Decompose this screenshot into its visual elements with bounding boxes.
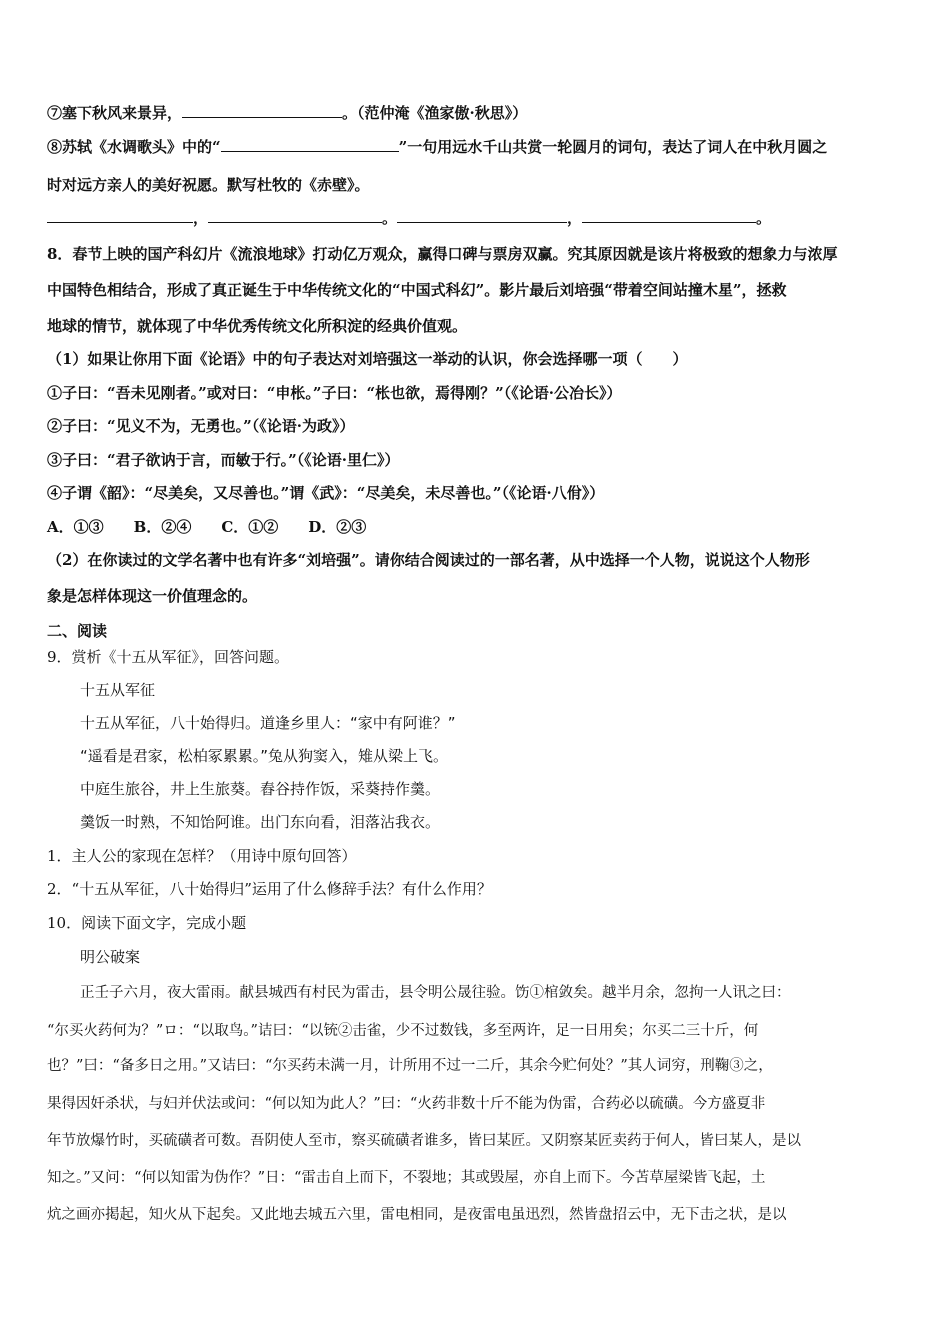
blank-row xyxy=(47,208,771,228)
line-8 xyxy=(47,137,827,157)
poem-line-3: 中庭生旅谷，井上生旅葵。舂谷持作饭，采葵持作羹。 xyxy=(80,780,441,798)
q10-heading: 10．阅读下面文字，完成小题 xyxy=(47,914,247,932)
question-text-cont: ”一句用远水千山共赏一轮圆月的词句，表达了词人在中秋月圆之 xyxy=(398,138,828,156)
option-3: ③子曰：“君子欲讷于言，而敏于行。”（《论语·里仁》） xyxy=(47,451,400,469)
story-line-2: “尔买火药何为？”ロ：“以取鸟。”诘曰：“以铳②击雀，少不过数钱，多至两许，足一日用矣；尔买二三十斤，何 xyxy=(47,1023,759,1039)
answer-blank[interactable] xyxy=(397,208,567,223)
period: 。 xyxy=(756,209,772,227)
story-line-1: 正壬子六月，夜大雷雨。献县城西有村民为雷击，县令明公晟往验。饬①棺敛矣。越半月余，忽拘一人讯之曰： xyxy=(80,985,791,1001)
period: 。 xyxy=(382,209,398,227)
q8-line-1: 8．春节上映的国产科幻片《流浪地球》打动亿万观众，赢得口碑与票房双赢。究其原因就是该片将极致的想象力与浓厚 xyxy=(47,245,838,263)
question-text: ⑧苏轼《水调歌头》中的“ xyxy=(47,138,221,156)
section-heading: 二、阅读 xyxy=(47,622,108,640)
q9-item-1: 1．主人公的家现在怎样？（用诗中原句回答） xyxy=(47,847,357,865)
story-title: 明公破案 xyxy=(80,948,141,966)
story-line-7: 炕之画亦掲起，知火从下起矣。又此地去城五六里，雷电相同，是夜雷电虽迅烈，然皆盘招云中，无下击之状，是以 xyxy=(47,1207,787,1223)
answer-blank[interactable] xyxy=(47,208,193,223)
story-line-3: 也？”曰：“备多日之用。”又诘曰：“尔买药未满一月，计所用不过一二斤，其余今贮何处？”其人词穷，刑鞠③之， xyxy=(47,1058,773,1074)
verse-source: 。（范仲淹《渔家傲·秋思》） xyxy=(342,104,528,122)
story-line-4: 果得因奸杀状，与妇并伏法或问：“何以知为此人？”曰：“火药非数十斤不能为伪雷，合药必以硫磺。今方盛夏非 xyxy=(47,1096,766,1112)
poem-line-2: “遥看是君家，松柏冢累累。”兔从狗窦入，雉从梁上飞。 xyxy=(80,747,449,765)
verse-prompt: ⑦塞下秋风来景异， xyxy=(47,104,183,122)
q8-line-2: 中国特色相结合，形成了真正诞生于中华传统文化的“中国式科幻”。影片最后刘培强“带着空间站撞木星”，拯救 xyxy=(47,281,787,299)
story-line-6: 知之。”又问：“何以知雷为伪作？”日：“雷击自上而下，不裂地；其或毁屋，亦自上而下。今苫草屋梁皆飞起，土 xyxy=(47,1170,766,1186)
q8-sub2-line-2: 象是怎样体现这一价值理念的。 xyxy=(47,587,258,605)
answer-blank[interactable] xyxy=(221,137,399,152)
comma: ， xyxy=(193,209,209,227)
line-7 xyxy=(47,103,527,123)
q8-sub2-line-1: （2）在你读过的文学名著中也有许多“刘培强”。请你结合阅读过的一部名著，从中选择一个人物，说说这个人物形 xyxy=(47,551,810,569)
answer-blank[interactable] xyxy=(208,208,382,223)
q8-line-3: 地球的情节，就体现了中华优秀传统文化所积淀的经典价值观。 xyxy=(47,317,468,335)
poem-title: 十五从军征 xyxy=(80,681,156,699)
comma: ， xyxy=(567,209,583,227)
answer-blank[interactable] xyxy=(182,103,342,118)
option-4: ④子谓《韶》：“尽美矣，又尽善也。”谓《武》：“尽美矣，未尽善也。”（《论语·八佾》） xyxy=(47,484,605,502)
q9-heading: 9．赏析《十五从军征》，回答问题。 xyxy=(47,648,290,666)
answer-choices: A．①③ B．②④ C．①② D．②③ xyxy=(47,518,367,536)
answer-blank[interactable] xyxy=(582,208,756,223)
q8-sub1: （1）如果让你用下面《论语》中的句子表达对刘培强这一举动的认识，你会选择哪一项（ ） xyxy=(47,350,688,368)
option-1: ①子曰：“吾未见刚者。”或对曰：“申枨。”子曰：“枨也欲，焉得刚？”（《论语·公冶长》） xyxy=(47,384,622,402)
story-line-5: 年节放爆竹时，买硫磺者可数。吾阴使人至市，察买硫磺者谁多，皆曰某匠。又阴察某匠卖药于何人，皆曰某人，是以 xyxy=(47,1133,801,1149)
poem-line-1: 十五从军征，八十始得归。道逢乡里人：“家中有阿谁？” xyxy=(80,714,456,732)
line-8-cont: 时对远方亲人的美好祝愿。默写杜牧的《赤壁》。 xyxy=(47,176,370,194)
q9-item-2: 2．“十五从军征，八十始得归”运用了什么修辞手法？有什么作用？ xyxy=(47,880,492,898)
option-2: ②子曰：“见义不为，无勇也。”（《论语·为政》） xyxy=(47,417,355,435)
poem-line-4: 羹饭一时熟，不知饴阿谁。出门东向看，泪落沾我衣。 xyxy=(80,813,441,831)
